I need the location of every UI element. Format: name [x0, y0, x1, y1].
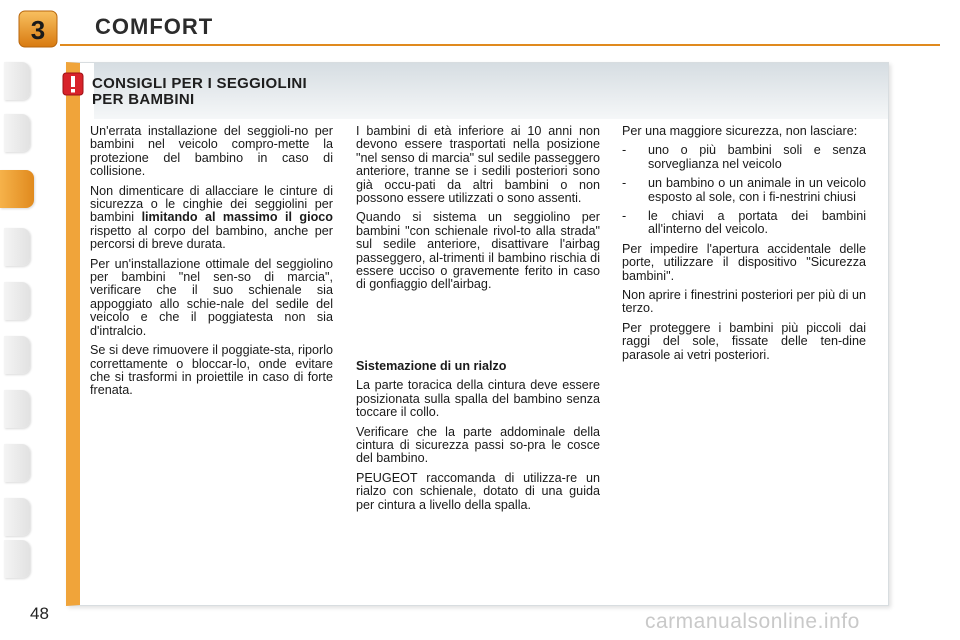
paragraph: I bambini di età inferiore ai 10 anni non devono essere trasportati nella posizione "nel senso di marcia" sul sedile passeggero anteriore, tranne se i sedili posteriori sono già occu-pati da altri bambini o non possono essere utilizzati o sono assenti. — [356, 124, 600, 206]
emphasis-text: limitando al massimo il gioco — [141, 210, 333, 225]
bullet-marker: - — [622, 209, 627, 224]
section-title: COMFORT — [95, 14, 214, 39]
text-column-1 — [90, 125, 333, 404]
paragraph: Verificare che la parte addominale della cintura di sicurezza passi so-pra le cosce del bambino. — [356, 424, 600, 466]
text-column-3 — [622, 125, 866, 368]
chapter-tab-8[interactable] — [4, 444, 30, 482]
bullet-marker: - — [622, 143, 627, 158]
paragraph: La parte toracica della cintura deve essere posizionata sulla spalla del bambino senza toccare il collo. — [356, 378, 600, 420]
bullet-marker: - — [622, 176, 627, 191]
panel-title-line-2: PER BAMBINI — [92, 91, 195, 108]
chapter-tab-3-active[interactable] — [0, 170, 34, 208]
watermark: carmanualsonline.info — [645, 610, 860, 633]
subheading: Sistemazione di un rialzo — [356, 359, 507, 373]
paragraph: Per una maggiore sicurezza, non lasciare: — [622, 124, 858, 138]
chapter-tab-2[interactable] — [4, 114, 30, 152]
chapter-tab-9[interactable] — [4, 498, 30, 536]
paragraph: PEUGEOT raccomanda di utilizza-re un rialzo con schienale, dotato di una guida per cintura a livello della spalla. — [356, 470, 600, 512]
paragraph: Non aprire i finestrini posteriori per più di un terzo. — [622, 288, 866, 316]
chapter-tab-1[interactable] — [4, 62, 30, 100]
paragraph: Per impedire l'apertura accidentale delle porte, utilizzare il dispositivo "Sicurezza bambini". — [622, 241, 866, 283]
paragraph: Un'errata installazione del seggioli-no per bambini nel veicolo compro-mette la protezione del bambino in caso di collisione. — [90, 124, 333, 179]
paragraph: Per un'installazione ottimale del seggiolino per bambini "nel sen-so di marcia", verificare che il suo schienale sia appoggiato allo schie-nale del sedile del veicolo e che il poggiatesta non sia d'intralcio. — [90, 256, 333, 338]
chapter-tab-6[interactable] — [4, 336, 30, 374]
chapter-tab-10[interactable] — [4, 540, 30, 578]
paragraph: Per proteggere i bambini più piccoli dai raggi del sole, fissate delle ten-dine parasole ai vetri posteriori. — [622, 320, 866, 362]
chapter-number: 3 — [30, 15, 46, 45]
list-item: - uno o più bambini soli e senza sorveglianza nel veicolo — [622, 143, 866, 171]
panel-title-line-1: CONSIGLI PER I SEGGIOLINI — [92, 75, 308, 92]
chapter-badge — [18, 10, 58, 48]
list-item: - le chiavi a portata dei bambini all'interno del veicolo. — [622, 209, 866, 237]
paragraph: Non dimenticare di allacciare le cinture di sicurezza o le cinghie dei seggiolini per bambini limitando al massimo il gioco rispetto al corpo del bambino, anche per percorsi di breve durata. — [90, 183, 333, 252]
header-rule — [60, 44, 940, 46]
page-number: 48 — [30, 604, 49, 623]
text-column-2 — [356, 125, 600, 298]
chapter-tab-4[interactable] — [4, 228, 30, 266]
paragraph: Se si deve rimuovere il poggiate-sta, riporlo correttamente o bloccar-lo, onde evitare che si trasformi in proiettile in caso di forte frenata. — [90, 343, 333, 398]
chapter-tab-5[interactable] — [4, 282, 30, 320]
panel-title — [92, 76, 352, 108]
chapter-tab-rail — [0, 62, 34, 577]
booster-section — [356, 360, 600, 518]
warning-icon — [62, 72, 84, 96]
chapter-tab-7[interactable] — [4, 390, 30, 428]
list-item: - un bambino o un animale in un veicolo esposto al sole, con i fi-nestrini chiusi — [622, 176, 866, 204]
paragraph: Quando si sistema un seggiolino per bambini "con schienale rivol-to alla strada" sul sedile anteriore, disattivare l'airbag passeggero, al-trimenti il bambino rischia di essere ucciso o gravemente ferito in caso di gonfiaggio dell'airbag. — [356, 210, 600, 292]
